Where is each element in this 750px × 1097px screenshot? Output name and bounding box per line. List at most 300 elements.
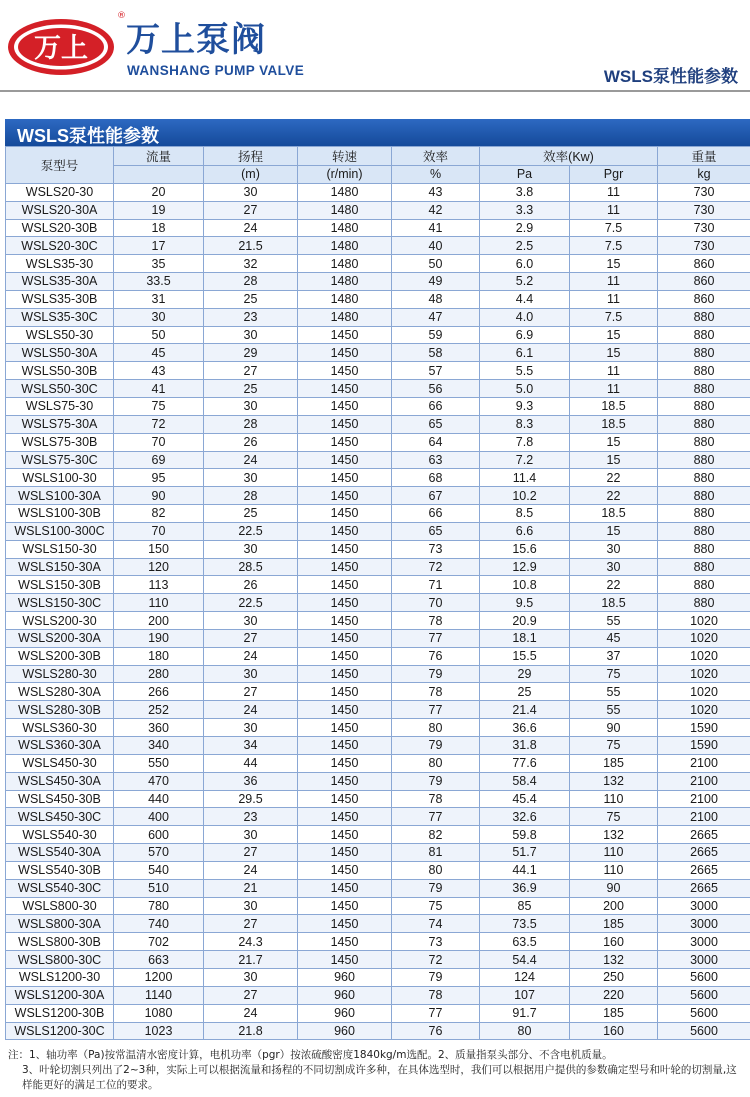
cell-head: 30 (204, 540, 298, 558)
cell-pa: 25 (480, 683, 570, 701)
cell-efficiency: 73 (392, 933, 480, 951)
cell-flow: 780 (114, 897, 204, 915)
cell-pa: 11.4 (480, 469, 570, 487)
cell-speed: 1450 (298, 879, 392, 897)
cell-efficiency: 76 (392, 1022, 480, 1040)
table-row (6, 951, 750, 969)
header-weight: 重量 (658, 147, 750, 166)
cell-efficiency: 79 (392, 772, 480, 790)
cell-weight: 860 (658, 255, 750, 273)
cell-model: WSLS50-30 (6, 326, 114, 344)
cell-flow: 400 (114, 808, 204, 826)
cell-model: WSLS450-30 (6, 754, 114, 772)
cell-efficiency: 56 (392, 380, 480, 398)
cell-weight: 880 (658, 326, 750, 344)
cell-pgr: 160 (570, 933, 658, 951)
cell-weight: 3000 (658, 915, 750, 933)
cell-speed: 1450 (298, 451, 392, 469)
cell-pgr: 11 (570, 201, 658, 219)
cell-pgr: 55 (570, 683, 658, 701)
cell-speed: 1450 (298, 915, 392, 933)
cell-model: WSLS150-30B (6, 576, 114, 594)
cell-speed: 1450 (298, 701, 392, 719)
cell-efficiency: 80 (392, 719, 480, 737)
header-power: 效率(Kw) (480, 147, 658, 166)
cell-flow: 663 (114, 951, 204, 969)
cell-efficiency: 65 (392, 522, 480, 540)
cell-efficiency: 78 (392, 612, 480, 630)
cell-flow: 20 (114, 183, 204, 201)
cell-flow: 280 (114, 665, 204, 683)
cell-weight: 1020 (658, 629, 750, 647)
cell-head: 21 (204, 879, 298, 897)
cell-efficiency: 76 (392, 647, 480, 665)
unit-weight: kg (658, 166, 750, 184)
cell-model: WSLS20-30C (6, 237, 114, 255)
cell-model: WSLS1200-30B (6, 1004, 114, 1022)
cell-pgr: 250 (570, 968, 658, 986)
cell-efficiency: 78 (392, 790, 480, 808)
cell-speed: 1480 (298, 255, 392, 273)
cell-weight: 880 (658, 380, 750, 398)
cell-speed: 1450 (298, 362, 392, 380)
cell-model: WSLS35-30C (6, 308, 114, 326)
cell-pgr: 18.5 (570, 505, 658, 523)
cell-head: 26 (204, 433, 298, 451)
cell-pa: 10.8 (480, 576, 570, 594)
cell-pa: 58.4 (480, 772, 570, 790)
unit-flow (114, 166, 204, 184)
cell-head: 23 (204, 308, 298, 326)
table-row (6, 986, 750, 1004)
cell-efficiency: 73 (392, 540, 480, 558)
unit-efficiency: % (392, 166, 480, 184)
cell-flow: 110 (114, 594, 204, 612)
cell-efficiency: 47 (392, 308, 480, 326)
table-row (6, 861, 750, 879)
cell-pgr: 185 (570, 915, 658, 933)
cell-weight: 2100 (658, 754, 750, 772)
table-row (6, 719, 750, 737)
cell-speed: 960 (298, 1022, 392, 1040)
cell-head: 30 (204, 665, 298, 683)
cell-speed: 1450 (298, 933, 392, 951)
cell-pgr: 7.5 (570, 237, 658, 255)
cell-weight: 880 (658, 487, 750, 505)
table-row (6, 737, 750, 755)
cell-pgr: 18.5 (570, 397, 658, 415)
cell-speed: 1450 (298, 540, 392, 558)
cell-flow: 72 (114, 415, 204, 433)
cell-pgr: 110 (570, 844, 658, 862)
cell-weight: 2100 (658, 790, 750, 808)
brand-name-en: WANSHANG PUMP VALVE (127, 63, 305, 78)
cell-pa: 63.5 (480, 933, 570, 951)
note-line-2: 3、叶轮切割只列出了2~3种，实际上可以根据流量和扬程的不同切割成许多种，在具体选型时，我们可以根据用户提供的参数确定型号和叶轮的切割量,这样能更好的满足工位的要求。 (22, 1064, 737, 1091)
cell-head: 34 (204, 737, 298, 755)
cell-weight: 1020 (658, 665, 750, 683)
cell-model: WSLS1200-30C (6, 1022, 114, 1040)
cell-pgr: 132 (570, 951, 658, 969)
cell-model: WSLS150-30 (6, 540, 114, 558)
cell-speed: 960 (298, 1004, 392, 1022)
cell-pgr: 15 (570, 255, 658, 273)
page-title: WSLS泵性能参数 (603, 67, 738, 86)
cell-flow: 266 (114, 683, 204, 701)
unit-speed: (r/min) (298, 166, 392, 184)
cell-weight: 860 (658, 273, 750, 291)
cell-model: WSLS35-30A (6, 273, 114, 291)
table-row (6, 451, 750, 469)
cell-flow: 740 (114, 915, 204, 933)
cell-efficiency: 65 (392, 415, 480, 433)
cell-head: 27 (204, 362, 298, 380)
table-row (6, 415, 750, 433)
cell-pa: 3.8 (480, 183, 570, 201)
cell-pa: 36.9 (480, 879, 570, 897)
cell-flow: 90 (114, 487, 204, 505)
wanshang-logo (6, 17, 116, 77)
cell-pgr: 110 (570, 861, 658, 879)
table-row (6, 772, 750, 790)
cell-pa: 6.0 (480, 255, 570, 273)
cell-pgr: 30 (570, 540, 658, 558)
cell-head: 24 (204, 701, 298, 719)
cell-pa: 45.4 (480, 790, 570, 808)
table-row (6, 469, 750, 487)
cell-model: WSLS100-30 (6, 469, 114, 487)
table-row (6, 255, 750, 273)
cell-head: 27 (204, 844, 298, 862)
cell-flow: 1140 (114, 986, 204, 1004)
cell-model: WSLS20-30B (6, 219, 114, 237)
cell-pa: 44.1 (480, 861, 570, 879)
cell-speed: 1450 (298, 487, 392, 505)
cell-flow: 252 (114, 701, 204, 719)
table-row (6, 1022, 750, 1040)
cell-flow: 180 (114, 647, 204, 665)
table-row (6, 612, 750, 630)
table-row (6, 183, 750, 201)
cell-flow: 190 (114, 629, 204, 647)
cell-pa: 15.6 (480, 540, 570, 558)
cell-model: WSLS100-30A (6, 487, 114, 505)
cell-head: 25 (204, 380, 298, 398)
table-row (6, 647, 750, 665)
table-row (6, 629, 750, 647)
cell-flow: 41 (114, 380, 204, 398)
page-header (0, 0, 750, 95)
cell-efficiency: 79 (392, 737, 480, 755)
cell-pa: 51.7 (480, 844, 570, 862)
cell-head: 27 (204, 986, 298, 1004)
cell-efficiency: 79 (392, 879, 480, 897)
cell-weight: 5600 (658, 1004, 750, 1022)
cell-model: WSLS200-30A (6, 629, 114, 647)
note-line-1: 注：1、轴功率（Pa)按常温清水密度计算，电机功率（pgr）按浓硫酸密度1840kg/m选配。2、质量指泵头部分、不含电机质量。 (8, 1049, 613, 1061)
cell-efficiency: 67 (392, 487, 480, 505)
cell-model: WSLS200-30B (6, 647, 114, 665)
cell-head: 24 (204, 647, 298, 665)
cell-pgr: 15 (570, 451, 658, 469)
cell-model: WSLS75-30C (6, 451, 114, 469)
cell-efficiency: 81 (392, 844, 480, 862)
table-row (6, 683, 750, 701)
cell-flow: 82 (114, 505, 204, 523)
table-row (6, 701, 750, 719)
cell-pgr: 185 (570, 1004, 658, 1022)
cell-speed: 1450 (298, 844, 392, 862)
table-row (6, 665, 750, 683)
cell-flow: 200 (114, 612, 204, 630)
cell-weight: 5600 (658, 986, 750, 1004)
cell-speed: 1480 (298, 183, 392, 201)
cell-pa: 12.9 (480, 558, 570, 576)
cell-efficiency: 77 (392, 629, 480, 647)
cell-flow: 470 (114, 772, 204, 790)
cell-weight: 2665 (658, 861, 750, 879)
cell-model: WSLS20-30A (6, 201, 114, 219)
cell-pa: 5.5 (480, 362, 570, 380)
cell-model: WSLS35-30B (6, 290, 114, 308)
cell-pgr: 11 (570, 380, 658, 398)
table-row (6, 844, 750, 862)
cell-flow: 69 (114, 451, 204, 469)
cell-efficiency: 80 (392, 754, 480, 772)
cell-model: WSLS150-30C (6, 594, 114, 612)
cell-pgr: 90 (570, 879, 658, 897)
cell-flow: 150 (114, 540, 204, 558)
cell-flow: 113 (114, 576, 204, 594)
cell-pgr: 55 (570, 612, 658, 630)
cell-speed: 1450 (298, 594, 392, 612)
cell-pgr: 15 (570, 433, 658, 451)
table-row (6, 308, 750, 326)
cell-head: 30 (204, 326, 298, 344)
cell-flow: 120 (114, 558, 204, 576)
cell-flow: 35 (114, 255, 204, 273)
cell-pa: 8.3 (480, 415, 570, 433)
table-row (6, 826, 750, 844)
cell-flow: 95 (114, 469, 204, 487)
cell-flow: 18 (114, 219, 204, 237)
cell-pa: 73.5 (480, 915, 570, 933)
table-row (6, 380, 750, 398)
cell-head: 29 (204, 344, 298, 362)
cell-weight: 1590 (658, 719, 750, 737)
cell-pgr: 90 (570, 719, 658, 737)
cell-speed: 1450 (298, 772, 392, 790)
cell-head: 29.5 (204, 790, 298, 808)
cell-head: 25 (204, 505, 298, 523)
cell-pa: 4.0 (480, 308, 570, 326)
cell-speed: 1450 (298, 683, 392, 701)
cell-efficiency: 72 (392, 951, 480, 969)
cell-flow: 75 (114, 397, 204, 415)
cell-pgr: 15 (570, 344, 658, 362)
cell-pa: 10.2 (480, 487, 570, 505)
cell-efficiency: 41 (392, 219, 480, 237)
cell-pgr: 11 (570, 273, 658, 291)
cell-head: 24.3 (204, 933, 298, 951)
cell-efficiency: 48 (392, 290, 480, 308)
cell-weight: 1590 (658, 737, 750, 755)
cell-efficiency: 70 (392, 594, 480, 612)
cell-efficiency: 50 (392, 255, 480, 273)
cell-pgr: 200 (570, 897, 658, 915)
cell-pgr: 75 (570, 737, 658, 755)
cell-head: 30 (204, 968, 298, 986)
cell-model: WSLS280-30B (6, 701, 114, 719)
table-row (6, 487, 750, 505)
cell-flow: 702 (114, 933, 204, 951)
cell-speed: 1450 (298, 397, 392, 415)
cell-pgr: 11 (570, 183, 658, 201)
cell-head: 27 (204, 201, 298, 219)
section-title-bar (5, 119, 750, 146)
cell-pgr: 11 (570, 362, 658, 380)
cell-speed: 1480 (298, 201, 392, 219)
cell-head: 28 (204, 487, 298, 505)
cell-pgr: 110 (570, 790, 658, 808)
cell-model: WSLS540-30A (6, 844, 114, 862)
cell-efficiency: 77 (392, 701, 480, 719)
cell-weight: 5600 (658, 968, 750, 986)
table-row (6, 219, 750, 237)
cell-pgr: 220 (570, 986, 658, 1004)
cell-pa: 8.5 (480, 505, 570, 523)
registered-mark: ® (117, 11, 126, 21)
cell-model: WSLS280-30A (6, 683, 114, 701)
cell-pgr: 75 (570, 665, 658, 683)
table-row (6, 344, 750, 362)
cell-pgr: 37 (570, 647, 658, 665)
cell-pa: 9.3 (480, 397, 570, 415)
cell-model: WSLS450-30B (6, 790, 114, 808)
cell-model: WSLS75-30A (6, 415, 114, 433)
cell-model: WSLS280-30 (6, 665, 114, 683)
cell-speed: 1450 (298, 861, 392, 879)
cell-pgr: 30 (570, 558, 658, 576)
cell-head: 30 (204, 469, 298, 487)
cell-weight: 1020 (658, 647, 750, 665)
cell-weight: 730 (658, 183, 750, 201)
cell-pa: 3.3 (480, 201, 570, 219)
cell-model: WSLS450-30A (6, 772, 114, 790)
footnotes (8, 1048, 744, 1093)
cell-head: 30 (204, 897, 298, 915)
cell-speed: 1450 (298, 433, 392, 451)
cell-flow: 50 (114, 326, 204, 344)
cell-flow: 570 (114, 844, 204, 862)
cell-weight: 880 (658, 594, 750, 612)
cell-pa: 6.1 (480, 344, 570, 362)
cell-head: 24 (204, 451, 298, 469)
cell-head: 25 (204, 290, 298, 308)
cell-pgr: 45 (570, 629, 658, 647)
cell-pa: 7.2 (480, 451, 570, 469)
cell-efficiency: 63 (392, 451, 480, 469)
cell-efficiency: 71 (392, 576, 480, 594)
cell-pa: 32.6 (480, 808, 570, 826)
cell-model: WSLS450-30C (6, 808, 114, 826)
table-row (6, 1004, 750, 1022)
cell-model: WSLS800-30A (6, 915, 114, 933)
cell-pa: 7.8 (480, 433, 570, 451)
cell-efficiency: 49 (392, 273, 480, 291)
cell-speed: 1450 (298, 522, 392, 540)
cell-pa: 54.4 (480, 951, 570, 969)
cell-head: 30 (204, 719, 298, 737)
cell-flow: 1200 (114, 968, 204, 986)
cell-model: WSLS20-30 (6, 183, 114, 201)
cell-model: WSLS100-30B (6, 505, 114, 523)
cell-head: 23 (204, 808, 298, 826)
section-title: WSLS泵性能参数 (17, 126, 159, 146)
cell-weight: 730 (658, 201, 750, 219)
cell-weight: 860 (658, 290, 750, 308)
cell-speed: 1450 (298, 415, 392, 433)
cell-model: WSLS540-30C (6, 879, 114, 897)
cell-flow: 45 (114, 344, 204, 362)
cell-head: 32 (204, 255, 298, 273)
cell-model: WSLS100-300C (6, 522, 114, 540)
cell-model: WSLS360-30 (6, 719, 114, 737)
cell-head: 44 (204, 754, 298, 772)
cell-weight: 2100 (658, 808, 750, 826)
unit-head: (m) (204, 166, 298, 184)
cell-head: 24 (204, 219, 298, 237)
pump-performance-table (5, 146, 750, 1040)
cell-efficiency: 78 (392, 683, 480, 701)
cell-pa: 15.5 (480, 647, 570, 665)
cell-model: WSLS800-30 (6, 897, 114, 915)
cell-head: 27 (204, 683, 298, 701)
cell-weight: 3000 (658, 897, 750, 915)
cell-speed: 1480 (298, 237, 392, 255)
cell-speed: 1450 (298, 380, 392, 398)
cell-flow: 510 (114, 879, 204, 897)
cell-pgr: 15 (570, 326, 658, 344)
cell-weight: 3000 (658, 933, 750, 951)
cell-pa: 124 (480, 968, 570, 986)
cell-head: 30 (204, 183, 298, 201)
cell-flow: 600 (114, 826, 204, 844)
cell-efficiency: 40 (392, 237, 480, 255)
cell-head: 26 (204, 576, 298, 594)
cell-speed: 1450 (298, 469, 392, 487)
cell-speed: 1480 (298, 273, 392, 291)
cell-pa: 36.6 (480, 719, 570, 737)
cell-pgr: 55 (570, 701, 658, 719)
cell-efficiency: 75 (392, 897, 480, 915)
cell-weight: 880 (658, 362, 750, 380)
cell-model: WSLS800-30C (6, 951, 114, 969)
cell-weight: 880 (658, 308, 750, 326)
cell-speed: 1450 (298, 826, 392, 844)
cell-model: WSLS75-30B (6, 433, 114, 451)
cell-speed: 1450 (298, 951, 392, 969)
cell-flow: 19 (114, 201, 204, 219)
cell-head: 24 (204, 1004, 298, 1022)
cell-pa: 20.9 (480, 612, 570, 630)
cell-pgr: 132 (570, 826, 658, 844)
cell-weight: 880 (658, 344, 750, 362)
cell-efficiency: 77 (392, 1004, 480, 1022)
cell-speed: 1450 (298, 790, 392, 808)
cell-head: 28 (204, 415, 298, 433)
cell-speed: 1480 (298, 219, 392, 237)
